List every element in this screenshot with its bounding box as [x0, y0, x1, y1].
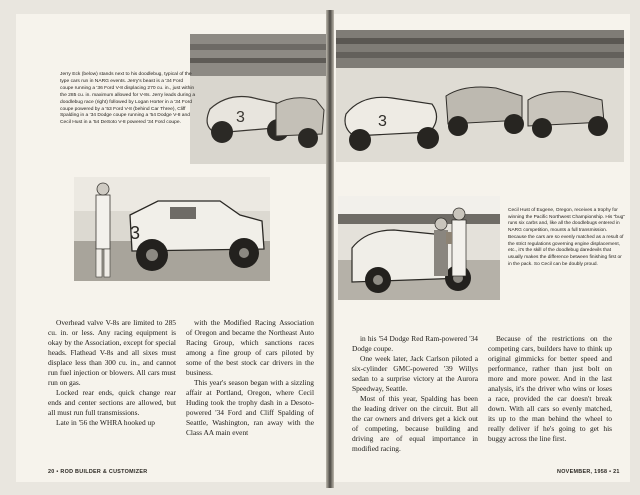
photo-trophy-presentation — [338, 196, 500, 300]
paragraph: Overhead valve V-8s are limited to 285 cu. in. or less. Any racing equipment is okay by the Association, except for special heads. Flathead V-8s and all sixes must displace less than 300 cu. in., and cannot run fuel injection or blowers. All cars must run on gas. — [48, 318, 176, 387]
svg-text:3: 3 — [130, 223, 141, 243]
left-page-folio: 20 • ROD BUILDER & CUSTOMIZER — [48, 469, 148, 475]
page-gutter — [326, 10, 334, 488]
paragraph: This year's season began with a sizzling affair at Portland, Oregon, where Cecil Huding took the trophy dash in a Desoto-powered '34 Ford and Cliff Spalding of Seattle, Washington, ran away with the Class AA main event — [186, 378, 314, 437]
svg-text:3: 3 — [236, 109, 245, 126]
photo-race-track-left — [190, 34, 326, 164]
right-page-folio: NOVEMBER, 1958 • 21 — [557, 469, 620, 475]
paragraph: One week later, Jack Carlson piloted a six-cylinder GMC-powered '39 Willys sedan to a surprise victory at the Aurora Speedway, Seattle. — [352, 354, 478, 393]
paragraph: Late in '56 the WHRA hooked up — [56, 418, 155, 427]
paragraph: with the Modified Racing Association of Oregon and became the Northeast Auto Racing Group, which sanctions races among a fine group of cars piloted by some of the best stock car drivers in the business. — [186, 318, 314, 377]
paragraph: Because of the restrictions on the competing cars, builders have to think up original gimmicks for better speed and performance, rather than just bolt on more and more power. And in the last analysis, it's the driver who wins or loses a race, provided the car doesn't break down. With all cars so evenly matched, its up to the man behind the wheel to really deliver if he's going to get his buggy across the line first. — [488, 334, 612, 443]
photo-driver-with-car — [74, 177, 270, 281]
photo-race-track-right — [336, 30, 624, 162]
paragraph: in his '54 Dodge Red Ram-powered '34 Dodge coupe. — [352, 334, 478, 353]
left-photo-caption: Jerry Eck (below) stands next to his doodlebug, typical of the type cars run in NARG events. Jerry's beast is a '34 Ford coupe running a '36 Ford V-8 displacing 270 cu. in., just within the 285 cu. in. maximum allowed for V-8s. Jerry leads during a doodlebug race (right) followed by Logan Horter in a '34 Ford coupe powered by a '53 Ford V-8 (behind Car Three), Cliff Spalding in a '34 Dodge coupe running a '54 Dodge V-8 and Cecil Hust in a '54 DeSoto V-8 powered '34 Ford coupe. — [60, 72, 196, 126]
right-column-1 — [352, 334, 478, 464]
right-column-2 — [488, 334, 612, 464]
left-column-1 — [48, 318, 176, 458]
left-column-2 — [186, 318, 314, 458]
svg-text:3: 3 — [378, 113, 387, 130]
paragraph: Locked rear ends, quick change rear ends and center sections are allowed, but all must run full transmissions. — [48, 388, 176, 417]
right-photo-caption: Cecil Hust of Eugene, Oregon, receives a trophy for winning the Pacific Northwest Championship. His "bug" runs six carbs and, like all the doodlebugs entered in NARG competition, mounts a full transmission. Because the cars are so evenly matched as a result of the strict regulations governing engine displacement, etc., it's the skill of the doodlebug daredevils that usually makes the difference between finishing first or in the pack. So Cecil can be doubly proud. — [508, 208, 625, 267]
paragraph: Most of this year, Spalding has been the leading driver on the circuit. But all the car owners and drivers get a kick out of competing, because building and driving are of equal importance in modified racing. — [352, 394, 478, 453]
